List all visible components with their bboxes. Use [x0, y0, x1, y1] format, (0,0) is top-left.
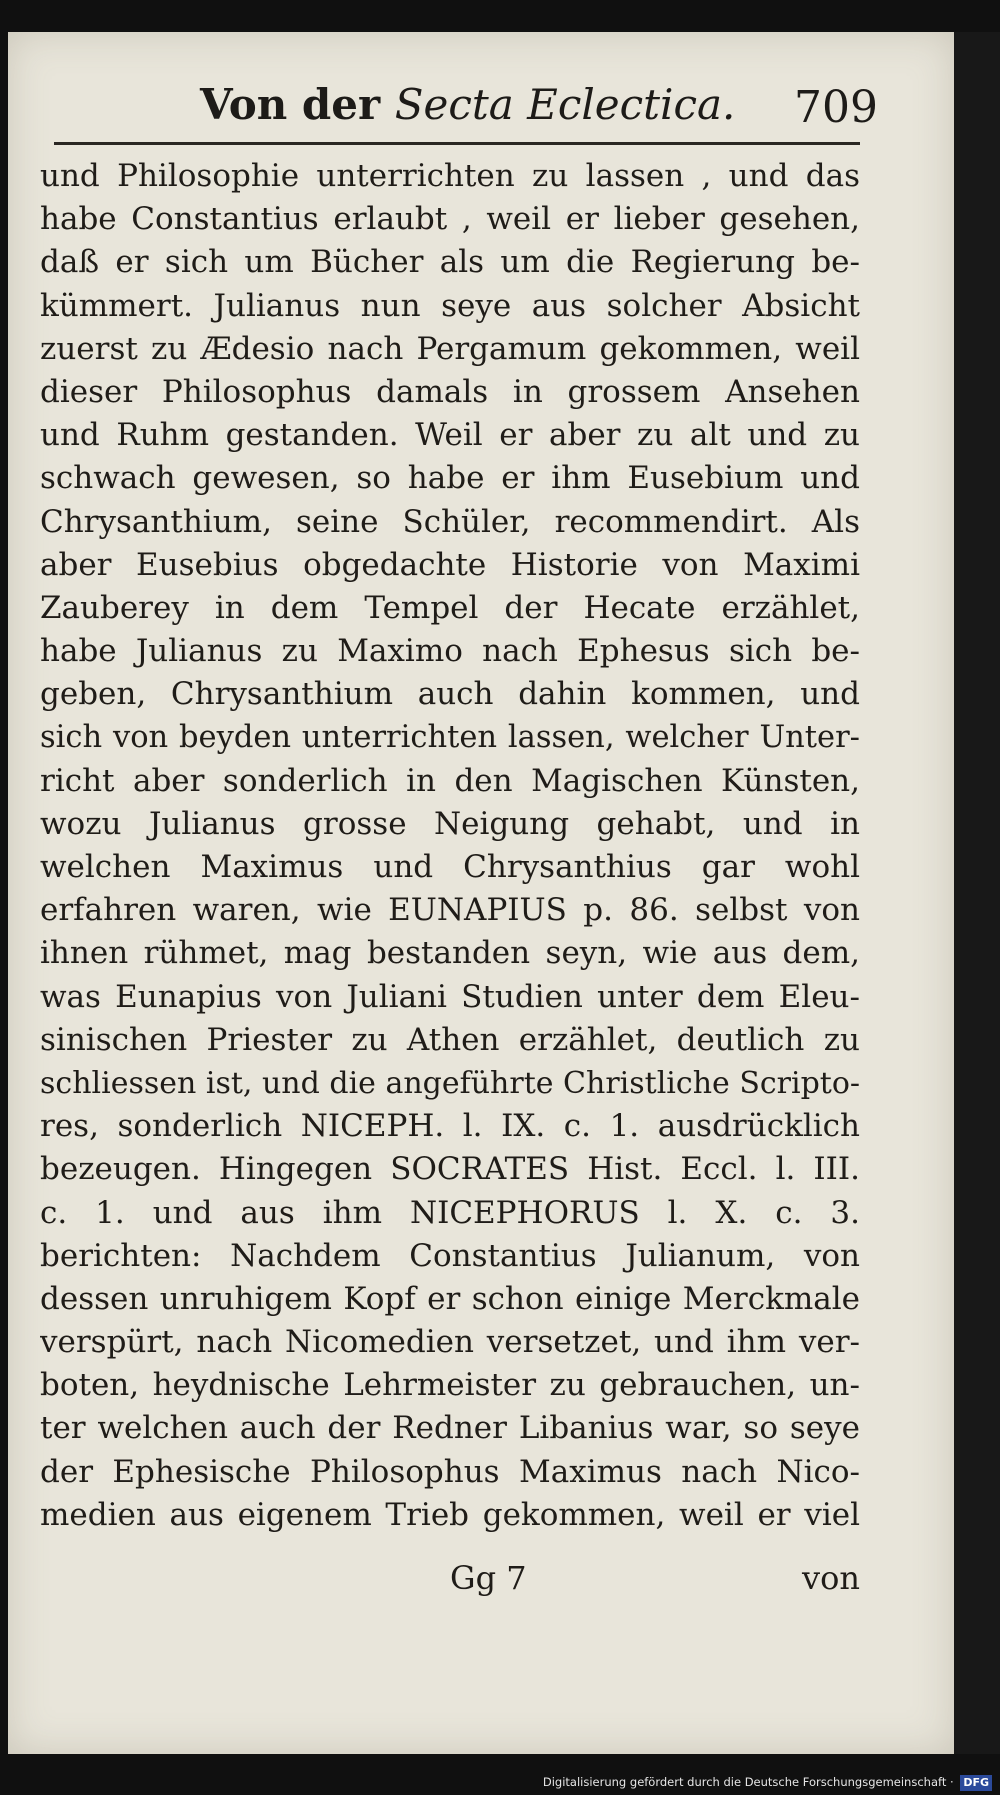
- text-line: verspürt, nach Nicomedien versetzet, und ihm ver-: [40, 1324, 860, 1361]
- text-line: res, sonderlich NICEPH. l. IX. c. 1. ausdrücklich: [40, 1108, 860, 1145]
- text-line: bezeugen. Hingegen SOCRATES Hist. Eccl. l. III.: [40, 1151, 860, 1188]
- running-head-text: Von der: [200, 80, 381, 129]
- signature-mark: Gg 7: [450, 1559, 527, 1597]
- text-line: und Ruhm gestanden. Weil er aber zu alt und zu: [40, 417, 860, 454]
- text-line: ihnen rühmet, mag bestanden seyn, wie aus dem,: [40, 935, 860, 972]
- text-line: erfahren waren, wie EUNAPIUS p. 86. selbst von: [40, 892, 860, 929]
- text-line: medien aus eigenem Trieb gekommen, weil er viel: [40, 1496, 860, 1533]
- text-line: sinischen Priester zu Athen erzählet, deutlich zu: [40, 1021, 860, 1058]
- text-line: habe Constantius erlaubt , weil er lieber gesehen,: [40, 201, 860, 238]
- text-line: schwach gewesen, so habe er ihm Eusebium und: [40, 460, 860, 497]
- text-line: geben, Chrysanthium auch dahin kommen, und: [40, 676, 860, 713]
- page-edge-shadow: [954, 32, 1000, 1754]
- credit-text: Digitalisierung gefördert durch die Deutsche Forschungsgemeinschaft ·: [542, 1775, 954, 1789]
- body-text: [40, 155, 860, 1537]
- text-line: und Philosophie unterrichten zu lassen , und das: [40, 158, 860, 194]
- text-line: zuerst zu Ædesio nach Pergamum gekommen, weil: [40, 330, 860, 367]
- digitization-credit: [543, 1775, 992, 1793]
- text-line: ter welchen auch der Redner Libanius war, so seye: [40, 1410, 860, 1447]
- text-line: der Ephesische Philosophus Maximus nach Nico-: [40, 1453, 860, 1490]
- header-rule: [54, 142, 860, 145]
- text-line: aber Eusebius obgedachte Historie von Maximi: [40, 546, 860, 583]
- text-line: wozu Julianus grosse Neigung gehabt, und in: [40, 805, 860, 842]
- text-line: Chrysanthium, seine Schüler, recommendirt. Als: [40, 503, 860, 540]
- dfg-logo: DFG: [960, 1775, 992, 1791]
- text-line: richt aber sonderlich in den Magischen Künsten,: [40, 762, 860, 799]
- text-line: sich von beyden unterrichten lassen, welcher Unter-: [40, 720, 860, 756]
- text-line: kümmert. Julianus nun seye aus solcher Absicht: [40, 287, 860, 324]
- text-line: schliessen ist, und die angeführte Christliche Scripto-: [40, 1065, 860, 1101]
- text-line: was Eunapius von Juliani Studien unter dem Eleu-: [40, 978, 860, 1015]
- page-number: 709: [794, 82, 878, 133]
- text-line: habe Julianus zu Maximo nach Ephesus sich be-: [40, 633, 860, 670]
- text-line: Zauberey in dem Tempel der Hecate erzählet,: [40, 589, 860, 626]
- text-line: c. 1. und aus ihm NICEPHORUS l. X. c. 3.: [40, 1194, 860, 1231]
- running-head-italic: Secta Eclectica.: [394, 80, 736, 129]
- running-head: [200, 80, 736, 140]
- text-line: dieser Philosophus damals in grossem Ansehen: [40, 373, 860, 410]
- text-line: welchen Maximus und Chrysanthius gar wohl: [40, 849, 860, 885]
- text-line: daß er sich um Bücher als um die Regierung be-: [40, 244, 860, 281]
- text-line: berichten: Nachdem Constantius Julianum, von: [40, 1237, 860, 1274]
- catchword: von: [802, 1559, 860, 1597]
- text-line: dessen unruhigem Kopf er schon einige Merckmale: [40, 1280, 860, 1317]
- text-line: boten, heydnische Lehrmeister zu gebrauchen, un-: [40, 1367, 860, 1404]
